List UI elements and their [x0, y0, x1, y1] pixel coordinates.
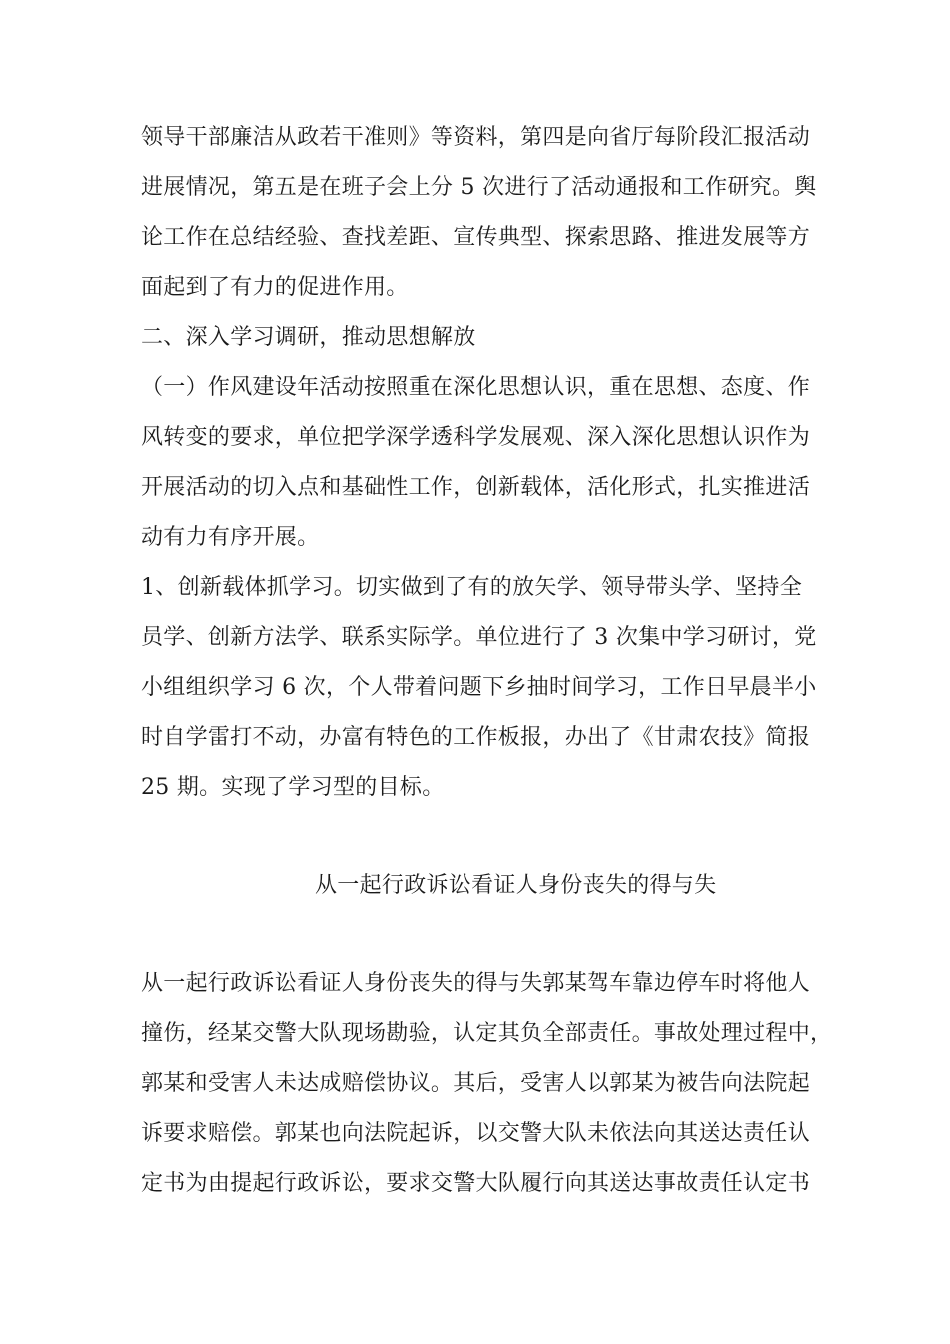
paragraph-line: 诉要求赔偿。郭某也向法院起诉，以交警大队未依法向其送达责任认: [141, 1121, 811, 1146]
paragraph-line: 论工作在总结经验、查找差距、宣传典型、探索思路、推进发展等方: [141, 225, 811, 250]
paragraph-line: 动有力有序开展。: [141, 525, 320, 550]
paragraph-line: 小组组织学习 6 次，个人带着问题下乡抽时间学习，工作日早晨半小: [141, 675, 817, 700]
paragraph-line: 风转变的要求，单位把学深学透科学发展观、深入深化思想认识作为: [141, 425, 811, 450]
paragraph-line: 定书为由提起行政诉讼，要求交警大队履行向其送达事故责任认定书: [141, 1171, 811, 1196]
paragraph-line: 领导干部廉洁从政若干准则》等资料，第四是向省厅每阶段汇报活动: [141, 125, 811, 150]
paragraph-line: 25 期。实现了学习型的目标。: [141, 775, 445, 800]
paragraph-line: 郭某和受害人未达成赔偿协议。其后，受害人以郭某为被告向法院起: [141, 1071, 811, 1096]
paragraph-line: 面起到了有力的促进作用。: [141, 275, 409, 300]
paragraph-line: 进展情况，第五是在班子会上分 5 次进行了活动通报和工作研究。舆: [141, 175, 817, 200]
article-title: 从一起行政诉讼看证人身份丧失的得与失: [315, 873, 717, 898]
section-heading: 二、深入学习调研，推动思想解放: [141, 325, 476, 350]
paragraph-line: 1、创新载体抓学习。切实做到了有的放矢学、领导带头学、坚持全: [141, 575, 802, 600]
paragraph-line: 撞伤，经某交警大队现场勘验，认定其负全部责任。事故处理过程中，: [141, 1021, 833, 1046]
paragraph-line: （一）作风建设年活动按照重在深化思想认识，重在思想、态度、作: [141, 375, 811, 400]
paragraph-line: 开展活动的切入点和基础性工作，创新载体，活化形式，扎实推进活: [141, 475, 811, 500]
paragraph-line: 从一起行政诉讼看证人身份丧失的得与失郭某驾车靠边停车时将他人: [141, 971, 811, 996]
paragraph-line: 员学、创新方法学、联系实际学。单位进行了 3 次集中学习研讨，党: [141, 625, 817, 650]
paragraph-line: 时自学雷打不动，办富有特色的工作板报，办出了《甘肃农技》简报: [141, 725, 811, 750]
